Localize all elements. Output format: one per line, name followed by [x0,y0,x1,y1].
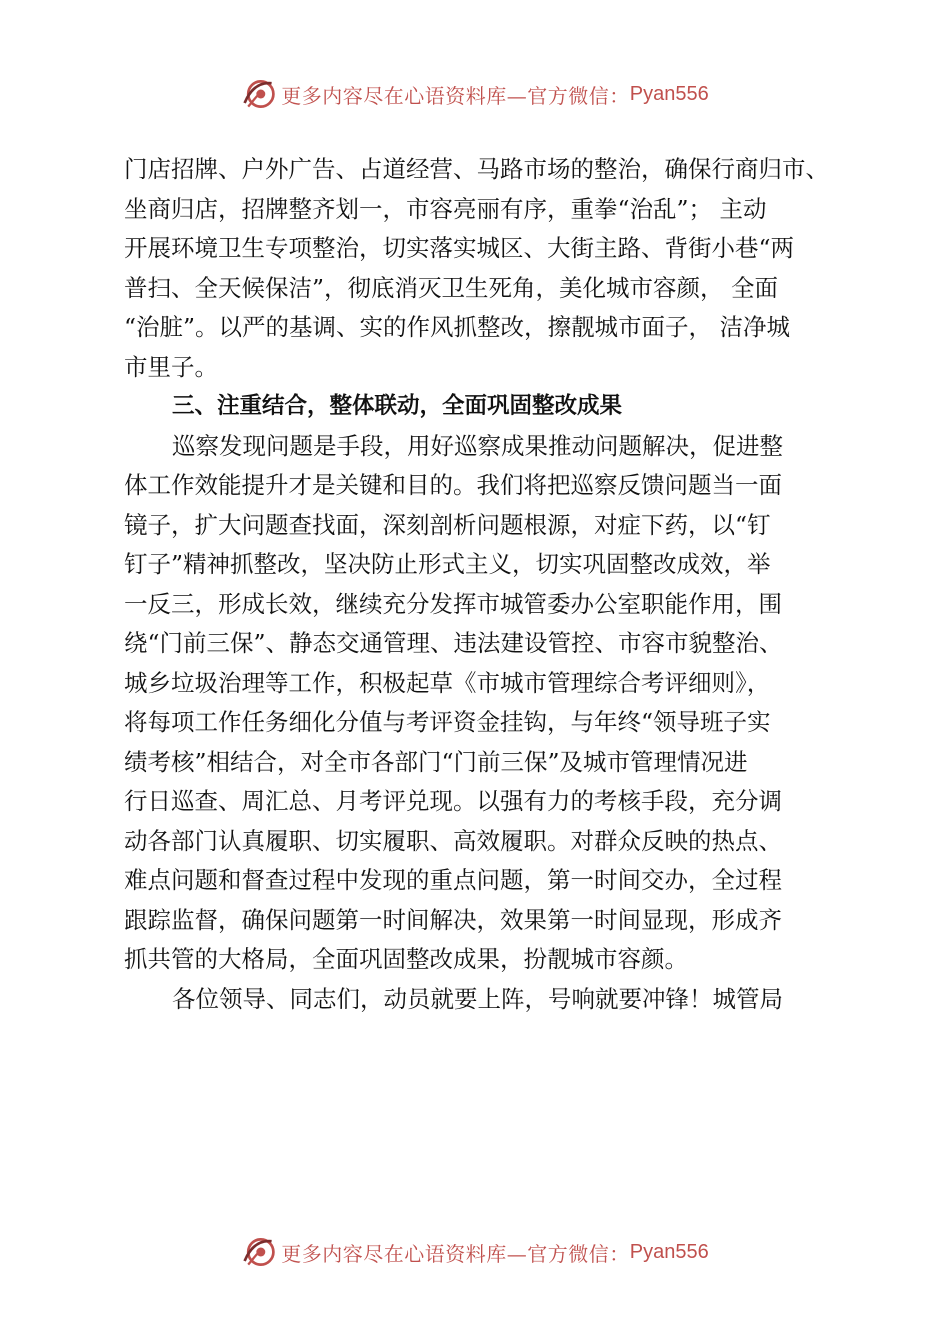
body-line: 门店招牌、户外广告、占道经营、马路市场的整治，确保行商归市、 [124,155,829,183]
paragraph-line: 抓共管的大格局，全面巩固整改成果，扮靓城市容颜。 [124,945,688,973]
watermark-text: 更多内容尽在心语资料库—官方微信： [281,83,630,108]
closing-line: 各位领导、同志们，动员就要上阵，号响就要冲锋！城管局 [172,984,783,1013]
body-line: 开展环境卫生专项整治，切实落实城区、大街主路、背街小巷“两 [124,234,795,262]
body-line: 坐商归店，招牌整齐划一，市容亮丽有序，重拳“治乱”； 主动 [124,194,767,223]
paragraph-line: 巡察发现问题是手段，用好巡察成果推动问题解决，促进整 [172,431,783,460]
paragraph-line: 钉子”精神抓整改，坚决防止形式主义，切实巩固整改成效，举 [124,550,771,578]
paragraph-line: 一反三，形成长效，继续充分发挥市城管委办公室职能作用，围 [124,589,782,618]
paragraph-line: 镜子，扩大问题查找面，深刻剖析问题根源，对症下药，以“钉 [124,510,771,539]
paragraph-line: 行日巡查、周汇总、月考评兑现。以强有力的考核手段，充分调 [124,787,782,815]
paragraph-line: 体工作效能提升才是关键和目的。我们将把巡察反馈问题当一面 [124,471,782,499]
body-line: “治脏”。以严的基调、实的作风抓整改，擦靓城市面子， 洁净城 [124,313,790,341]
logo-icon [241,1234,277,1270]
watermark-wechat-id: Pyan556 [629,82,709,105]
watermark-wechat-id: Pyan556 [629,1240,709,1263]
section-heading: 三、注重结合，整体联动，全面巩固整改成果 [172,393,623,419]
body-line: 普扫、全天候保洁”，彻底消灭卫生死角，美化城市容颜， 全面 [124,273,778,302]
body-line: 市里子。 [124,352,218,381]
paragraph-line: 难点问题和督查过程中发现的重点问题，第一时间交办，全过程 [124,866,782,894]
watermark-text: 更多内容尽在心语资料库—官方微信： [281,1241,630,1266]
paragraph-line: 将每项工作任务细化分值与考评资金挂钩，与年终“领导班子实 [124,708,771,736]
paragraph-line: 绩考核”相结合，对全市各部门“门前三保”及城市管理情况进 [124,747,748,776]
footer-watermark [0,1232,950,1272]
header-watermark [0,74,950,114]
paragraph-line: 动各部门认真履职、切实履职、高效履职。对群众反映的热点、 [124,826,782,855]
logo-icon [241,76,277,112]
document-body [124,150,836,1019]
paragraph-line: 跟踪监督，确保问题第一时间解决，效果第一时间显现，形成齐 [124,905,782,934]
paragraph-line: 城乡垃圾治理等工作，积极起草《市城市管理综合考评细则》， [124,668,771,697]
paragraph-line: 绕“门前三保”、静态交通管理、违法建设管控、市容市貌整治、 [124,629,783,657]
